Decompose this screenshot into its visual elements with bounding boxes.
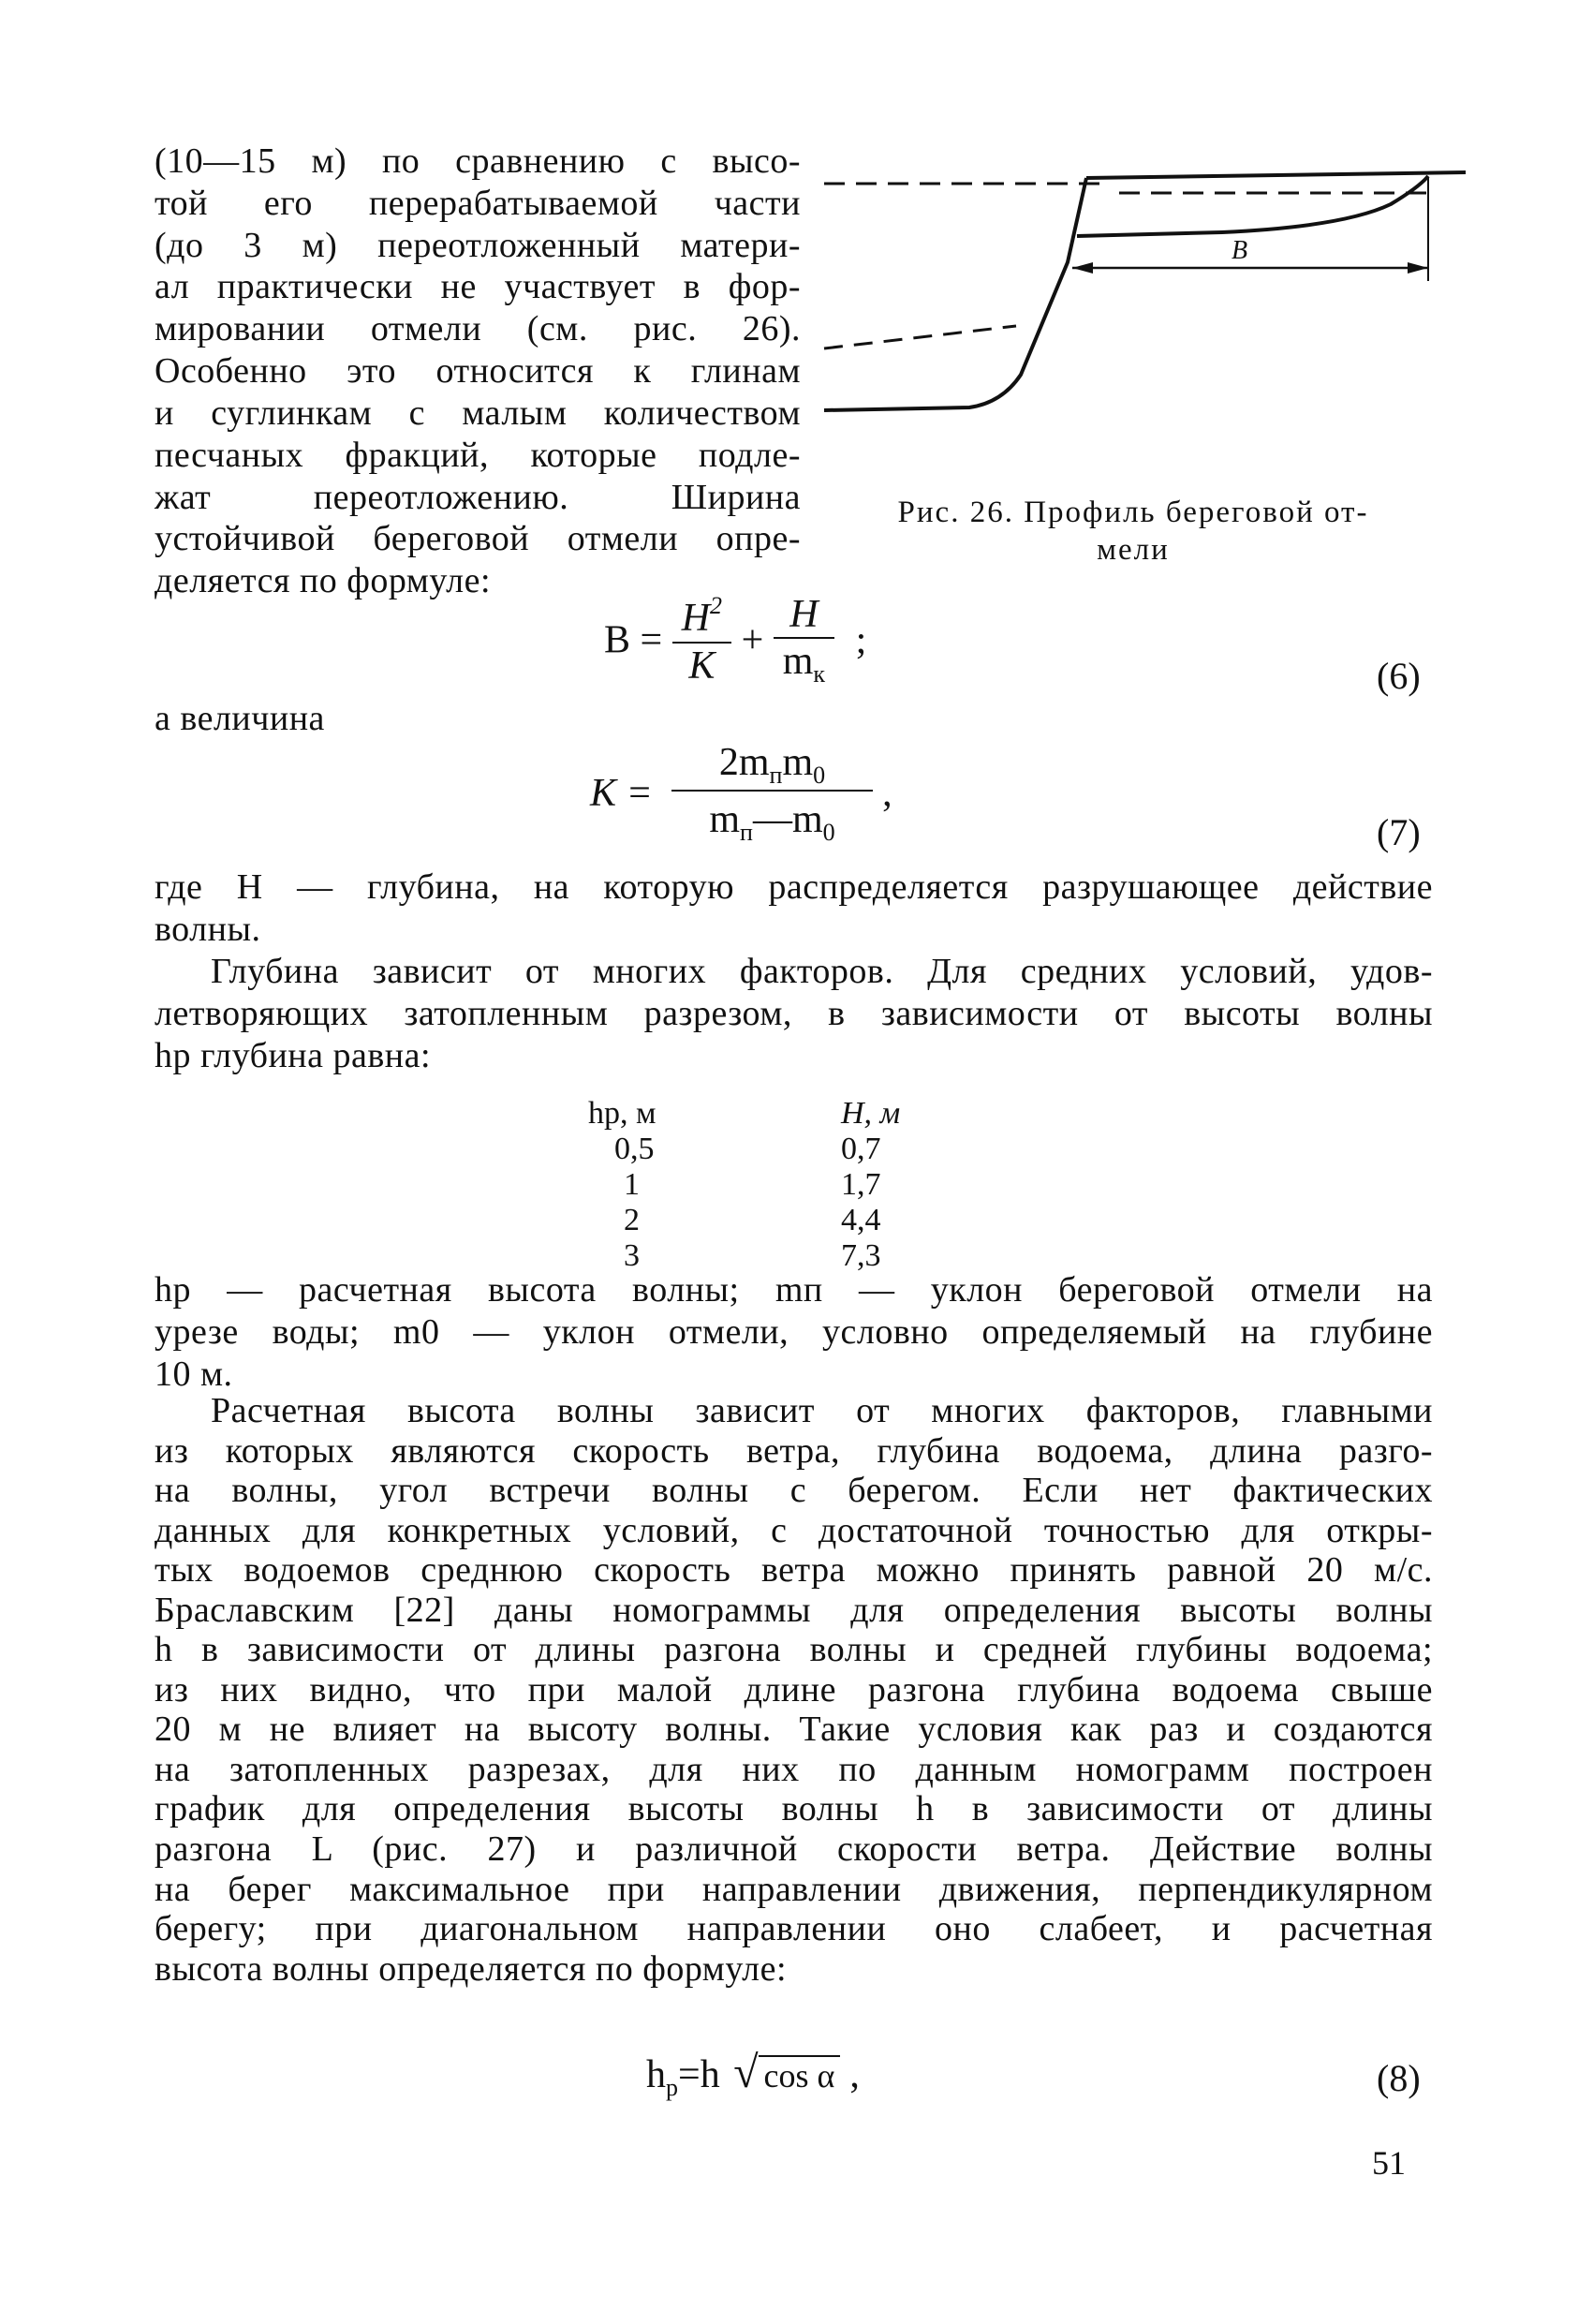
formula-6: B = $\frac{H^2}{K}$ + $\frac{H}{m_к}$ ;: [604, 592, 867, 688]
intro-paragraph: [155, 141, 801, 602]
text-line: жат переотложению. Ширина: [155, 477, 801, 517]
text-line: график для определения высоты волны h в зависимости от длины: [155, 1789, 1433, 1829]
main-paragraph: [155, 1391, 1433, 1989]
table-header-hp: hр, м: [588, 1096, 656, 1131]
square-root-icon: √: [733, 2048, 759, 2097]
text-line: из них видно, что при малой длине разгона глубина водоема свыше: [155, 1669, 1433, 1710]
text-line: той его перерабатываемой части: [155, 183, 801, 223]
text-line: устойчивой береговой отмели опре-: [155, 519, 801, 559]
text-line: берегу; при диагональном направлении оно слабеет, и расчетная: [155, 1909, 1433, 1949]
text-line: ал практически не участвует в фор-: [155, 267, 801, 307]
figure-caption: Рис. 26. Профиль береговой от- мели: [897, 496, 1369, 567]
table-row: 1 1,7: [624, 1167, 881, 1203]
shoal-curve: [1077, 176, 1428, 236]
text-line: и суглинкам с малым количеством: [155, 392, 801, 433]
lower-dashed-line: [824, 326, 1016, 348]
depth-paragraph: Глубина зависит от многих факторов. Для средних условий, удов- летворяющих затопленным разрезом, в зависимости от высоты волны hр глубина равна:: [155, 952, 1433, 1075]
shore-profile-figure: [819, 150, 1475, 431]
depth-table: [588, 1096, 900, 1274]
page-number: 51: [1372, 2144, 1406, 2182]
text-line: мировании отмели (см. рис. 26).: [155, 309, 801, 349]
text-line: Расчетная высота волны зависит от многих факторов, главными: [211, 1391, 1433, 1430]
cliff-line: [824, 178, 1086, 410]
text-line: разгона L (рис. 27) и различной скорости ветра. Действие волны: [155, 1829, 1433, 1870]
text-line: (10—15 м) по сравнению с высо-: [155, 141, 801, 181]
text-line: высота волны определяется по формуле:: [155, 1948, 788, 1989]
shore-top-line: [1086, 172, 1466, 178]
formula-7: K = $\frac{2m_пm_0}{m_п—m_0}$ ,: [590, 741, 892, 847]
equation-number-7: (7): [1377, 811, 1421, 853]
text-line: Браславским [22] даны номограммы для определения высоты волны: [155, 1590, 1433, 1630]
dimension-b-label: B: [1232, 236, 1248, 265]
text-line: h в зависимости от длины разгона волны и средней глубины водоема;: [155, 1630, 1433, 1670]
formula-8: $h_р=h$ √ cos α ,: [646, 2048, 860, 2102]
definitions-paragraph: hр — расчетная высота волны; mп — уклон береговой отмели на урезе воды; m0 — уклон отмели, условно определяемый на глубине 10 м.: [155, 1270, 1433, 1394]
text-line: из которых являются скорость ветра, глубина водоема, длина разго-: [155, 1430, 1433, 1471]
equation-number-8: (8): [1377, 2057, 1421, 2099]
text-line: деляется по формуле:: [155, 561, 492, 601]
text-line: на берег максимальное при направлении движения, перпендикулярном: [155, 1869, 1433, 1909]
table-row: 3 7,3: [624, 1238, 881, 1274]
text-line: данных для конкретных условий, с достаточной точностью для откры-: [155, 1510, 1433, 1550]
where-h-paragraph: где H — глубина, на которую распределяется разрушающее действие волны.: [155, 867, 1433, 949]
text-line: на волны, угол встречи волны с берегом. Если нет фактических: [155, 1471, 1433, 1511]
text-line: на затопленных разрезах, для них по данным номограмм построен: [155, 1749, 1433, 1789]
text-line: тых водоемов среднюю скорость ветра можно принять равной 20 м/с.: [155, 1550, 1433, 1591]
text-line: (до 3 м) переотложенный матери-: [155, 225, 801, 265]
table-header-row: [588, 1096, 900, 1132]
table-header-h: H, м: [841, 1096, 901, 1131]
table-row: 2 4,4: [624, 1203, 881, 1238]
text-line: 20 м не влияет на высоту волны. Такие условия как раз и создаются: [155, 1710, 1433, 1750]
text-line: песчаных фракций, которые подле-: [155, 435, 801, 475]
text-line: Особенно это относится к глинам: [155, 351, 801, 392]
a-velichina-text: а величина: [155, 699, 325, 738]
equation-number-6: (6): [1377, 655, 1421, 697]
table-row: 0,5 0,7: [614, 1132, 881, 1167]
